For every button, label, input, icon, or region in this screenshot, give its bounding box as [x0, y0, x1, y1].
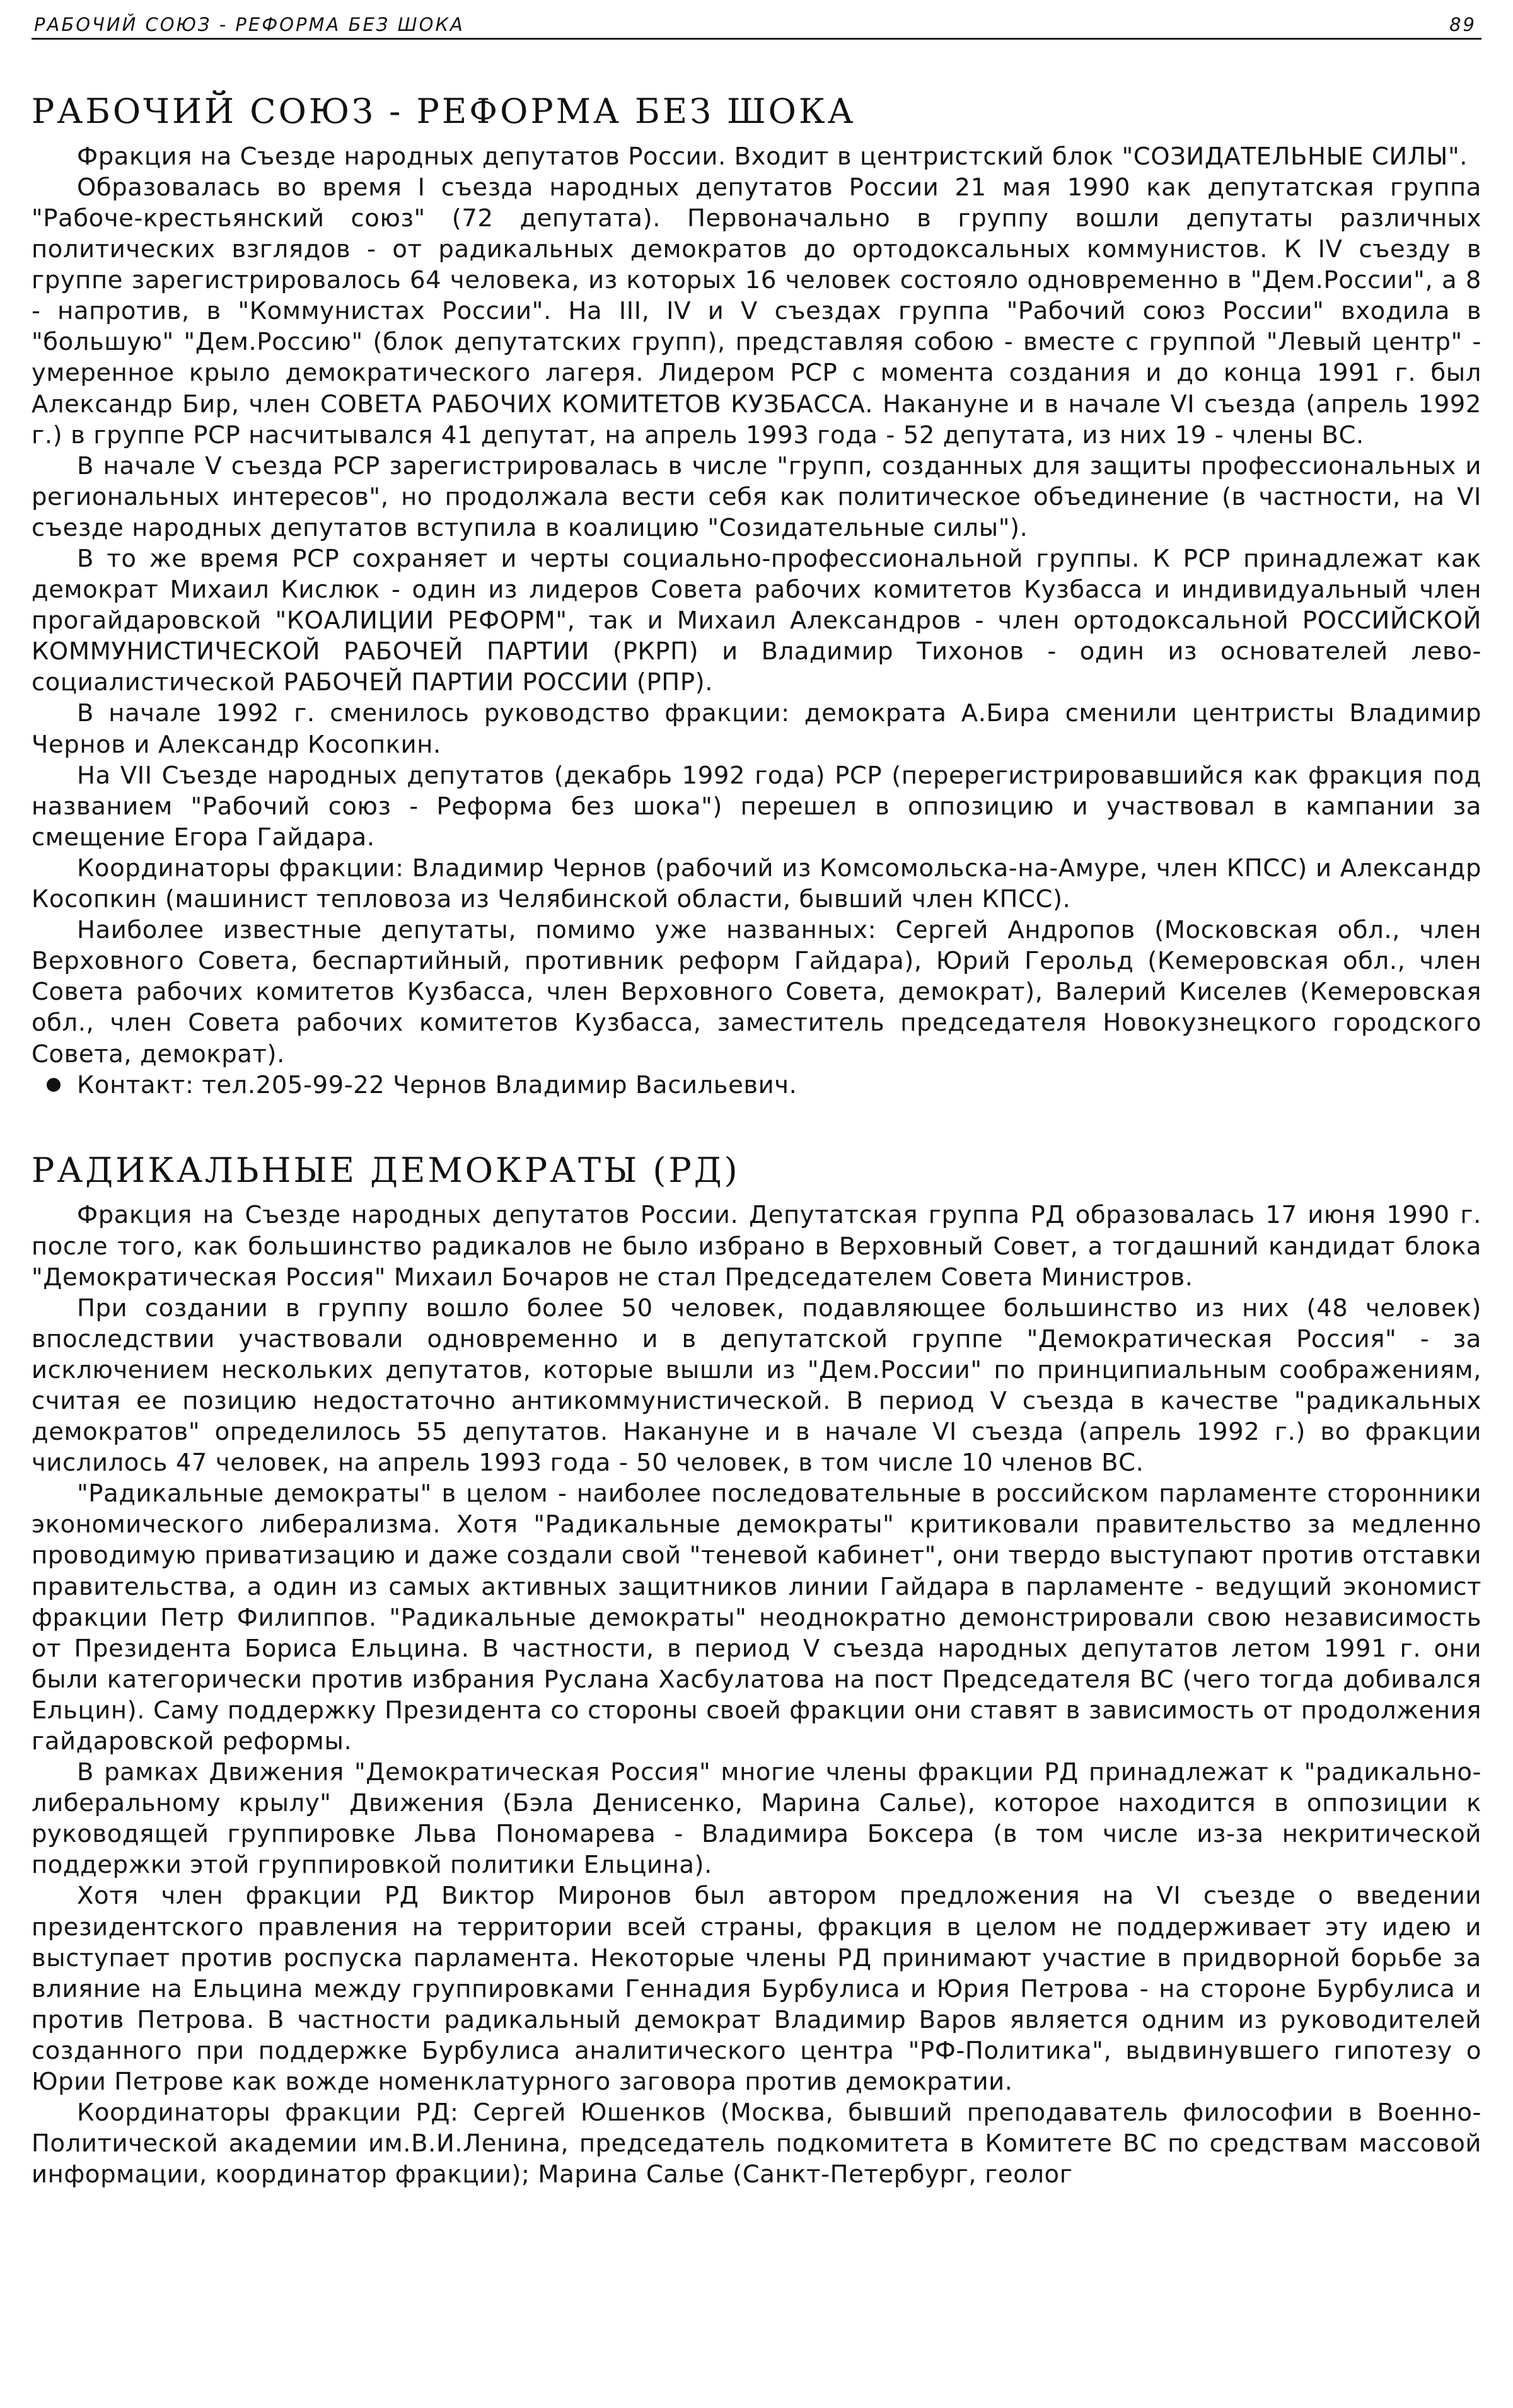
contact-text: Контакт: тел.205-99-22 Чернов Владимир Васильевич. — [77, 1070, 797, 1099]
paragraph: Образовалась во время I съезда народных депутатов России 21 мая 1990 как депутатская группа "Рабоче-крестьянский союз" (72 депутата). Первоначально в группу вошли депутаты различных политических взглядов - от радикальных демократов до ортодоксальных коммунистов. К IV съезду в группе зарегистрировалось 64 человека, из которых 16 человек состояло одновременно в "Дем.России", а 8 - напротив, в "Коммунистах России". На III, IV и V съездах группа "Рабочий союз России" входила в "большую" "Дем.Россию" (блок депутатских групп), представляя собою - вместе с группой "Левый центр" - умеренное крыло демократического лагеря. Лидером РСР с момента создания и до конца 1991 г. был Александр Бир, член СОВЕТА РАБОЧИХ КОМИТЕТОВ КУЗБАССА. Накануне и в начале VI съезда (апрель 1992 г.) в группе РСР насчитывался 41 депутат, на апрель 1993 года - 52 депутата, из них 19 - члены ВС. — [32, 173, 1481, 449]
contact-line — [32, 1070, 1481, 1101]
running-header — [32, 14, 1481, 40]
section-title-radikalnye-demokraty: РАДИКАЛЬНЫЕ ДЕМОКРАТЫ (РД) — [32, 1150, 740, 1190]
paragraph: Фракция на Съезде народных депутатов России. Депутатская группа РД образовалась 17 июня 1990 г. после того, как большинство радикалов не было избрано в Верховный Совет, а тогдашний кандидат блока "Демократическая Россия" Михаил Бочаров не стал Председателем Совета Министров. — [32, 1201, 1481, 1292]
paragraph: Координаторы фракции: Владимир Чернов (рабочий из Комсомольска-на-Амуре, член КПСС) и Александр Косопкин (машинист тепловоза из Челябинской области, бывший член КПСС). — [32, 854, 1481, 914]
paragraph: Наиболее известные депутаты, помимо уже названных: Сергей Андропов (Московская обл., член Верховного Совета, беспартийный, противник реформ Гайдара), Юрий Герольд (Кемеровская обл., член Совета рабочих комитетов Кузбасса, член Верховного Совета, демократ), Валерий Киселев (Кемеровская обл., член Совета рабочих комитетов Кузбасса, заместитель председателя Новокузнецкого городского Совета, демократ). — [32, 916, 1481, 1068]
page-number: 89 — [1449, 14, 1476, 35]
paragraph: В начале V съезда РСР зарегистрировалась в числе "групп, созданных для защиты профессиональных и региональных интересов", но продолжала вести себя как политическое объединение (в частности, на VI съезде народных депутатов вступила в коалицию "Созидательные силы"). — [32, 451, 1481, 542]
paragraph: Координаторы фракции РД: Сергей Юшенков (Москва, бывший преподаватель философии в Военно-Политической академии им.В.И.Ленина, председатель подкомитета в Комитете ВС по средствам массовой информации, координатор фракции); Марина Салье (Санкт-Петербург, геолог — [32, 2098, 1481, 2189]
paragraph: Хотя член фракции РД Виктор Миронов был автором предложения на VI съезде о введении президентского правления на территории всей страны, фракция в целом не поддерживает эту идею и выступает против роспуска парламента. Некоторые члены РД принимают участие в придворной борьбе за влияние на Ельцина между группировками Геннадия Бурбулиса и Юрия Петрова - на стороне Бурбулиса и против Петрова. В частности радикальный демократ Владимир Варов является одним из руководителей созданного при поддержке Бурбулиса аналитического центра "РФ-Политика", выдвинувшего гипотезу о Юрии Петрове как вожде номенклатурного заговора против демократии. — [32, 1882, 1481, 2097]
bullet-icon — [47, 1078, 61, 1092]
section-title-rabochiy-soyuz: РАБОЧИЙ СОЮЗ - РЕФОРМА БЕЗ ШОКА — [32, 91, 856, 131]
document-page — [32, 14, 1481, 2190]
paragraph: "Радикальные демократы" в целом - наиболее последовательные в российском парламенте сторонники экономического либерализма. Хотя "Радикальные демократы" критиковали правительство за медленно проводимую приватизацию и даже создали свой "теневой кабинет", они твердо выступают против отставки правительства, а один из самых активных защитников линии Гайдара в парламенте - ведущий экономист фракции Петр Филиппов. "Радикальные демократы" неоднократно демонстрировали свою независимость от Президента Бориса Ельцина. В частности, в период V съезда народных депутатов летом 1991 г. они были категорически против избрания Руслана Хасбулатова на пост Председателя ВС (чего тогда добивался Ельцин). Саму поддержку Президента со стороны своей фракции они ставят в зависимость от продолжения гайдаровской реформы. — [32, 1479, 1481, 1756]
paragraph: В рамках Движения "Демократическая Россия" многие члены фракции РД принадлежат к "радикально-либеральному крылу" Движения (Бэла Денисенко, Марина Салье), которое находится в оппозиции к руководящей группировке Льва Пономарева - Владимира Боксера (в том числе из-за некритической поддержки этой группировкой политики Ельцина). — [32, 1758, 1481, 1880]
running-title: РАБОЧИЙ СОЮЗ - РЕФОРМА БЕЗ ШОКА — [34, 14, 465, 35]
paragraph: На VII Съезде народных депутатов (декабрь 1992 года) РСР (перерегистрировавшийся как фракция под названием "Рабочий союз - Реформа без шока") перешел в оппозицию и участвовал в кампании за смещение Егора Гайдара. — [32, 761, 1481, 852]
paragraph: В начале 1992 г. сменилось руководство фракции: демократа А.Бира сменили центристы Владимир Чернов и Александр Косопкин. — [32, 699, 1481, 759]
paragraph: В то же время РСР сохраняет и черты социально-профессиональной группы. К РСР принадлежат как демократ Михаил Кислюк - один из лидеров Совета рабочих комитетов Кузбасса и индивидуальный член прогайдаровской "КОАЛИЦИИ РЕФОРМ", так и Михаил Александров - член ортодоксальной РОССИЙСКОЙ КОММУНИСТИЧЕСКОЙ РАБОЧЕЙ ПАРТИИ (РКРП) и Владимир Тихонов - один из основателей лево-социалистической РАБОЧЕЙ ПАРТИИ РОССИИ (РПР). — [32, 545, 1481, 697]
paragraph: При создании в группу вошло более 50 человек, подавляющее большинство из них (48 человек) впоследствии участвовали одновременно и в депутатской группе "Демократическая Россия" - за исключением нескольких депутатов, которые вышли из "Дем.России" по принципиальным соображениям, считая ее позицию недостаточно антикоммунистической. В период V съезда в качестве "радикальных демократов" определилось 55 депутатов. Накануне и в начале VI съезда (апрель 1992 г.) во фракции числилось 47 человек, на апрель 1993 года - 50 человек, в том числе 10 членов ВС. — [32, 1294, 1481, 1478]
paragraph: Фракция на Съезде народных депутатов России. Входит в центристский блок "СОЗИДАТЕЛЬНЫЕ СИЛЫ". — [77, 142, 1468, 171]
